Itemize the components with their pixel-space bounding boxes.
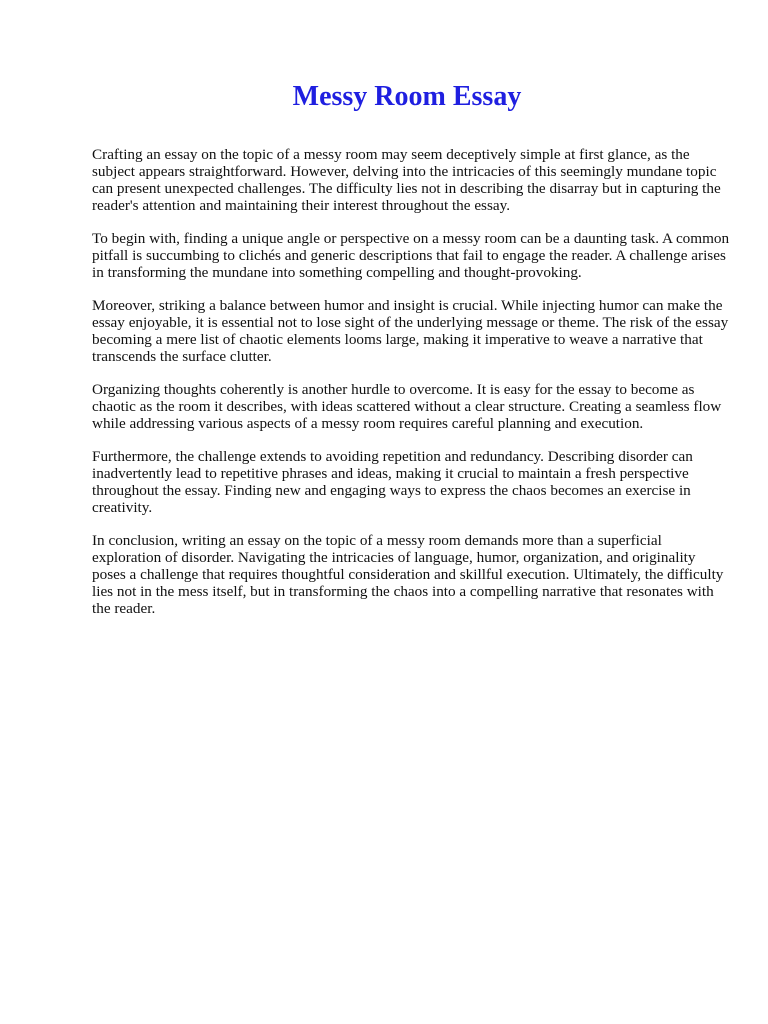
document-title: Messy Room Essay — [292, 81, 522, 112]
paragraph-3: Moreover, striking a balance between humor and insight is crucial. While injecting humor can make the essay enjoyable, it is essential not to lose sight of the underlying message or theme. The risk of the essay becoming a mere list of chaotic elements looms large, making it imperative to weave a narrative that transcends the surface clutter. — [92, 297, 729, 365]
document-body — [92, 146, 732, 633]
paragraph-5: Furthermore, the challenge extends to avoiding repetition and redundancy. Describing disorder can inadvertently lead to repetitive phrases and ideas, making it crucial to maintain a fresh perspective throughout the essay. Finding new and engaging ways to express the chaos becomes an exercise in creativity. — [92, 448, 693, 516]
paragraph-1: Crafting an essay on the topic of a messy room may seem deceptively simple at first glance, as the subject appears straightforward. However, delving into the intricacies of this seemingly mundane topic can present unexpected challenges. The difficulty lies not in describing the disarray but in capturing the reader's attention and maintaining their interest throughout the essay. — [92, 146, 721, 214]
paragraph-2: To begin with, finding a unique angle or perspective on a messy room can be a daunting task. A common pitfall is succumbing to clichés and generic descriptions that fail to engage the reader. A challenge arises in transforming the mundane into something compelling and thought-provoking. — [92, 230, 730, 281]
paragraph-6: In conclusion, writing an essay on the topic of a messy room demands more than a superficial exploration of disorder. Navigating the intricacies of language, humor, organization, and originality poses a challenge that requires thoughtful consideration and skillful execution. Ultimately, the difficulty lies not in the mess itself, but in transforming the chaos into a compelling narrative that resonates with the reader. — [92, 532, 724, 617]
paragraph-4: Organizing thoughts coherently is another hurdle to overcome. It is easy for the essay to become as chaotic as the room it describes, with ideas scattered without a clear structure. Creating a seamless flow while addressing various aspects of a messy room requires careful planning and execution. — [92, 381, 722, 432]
